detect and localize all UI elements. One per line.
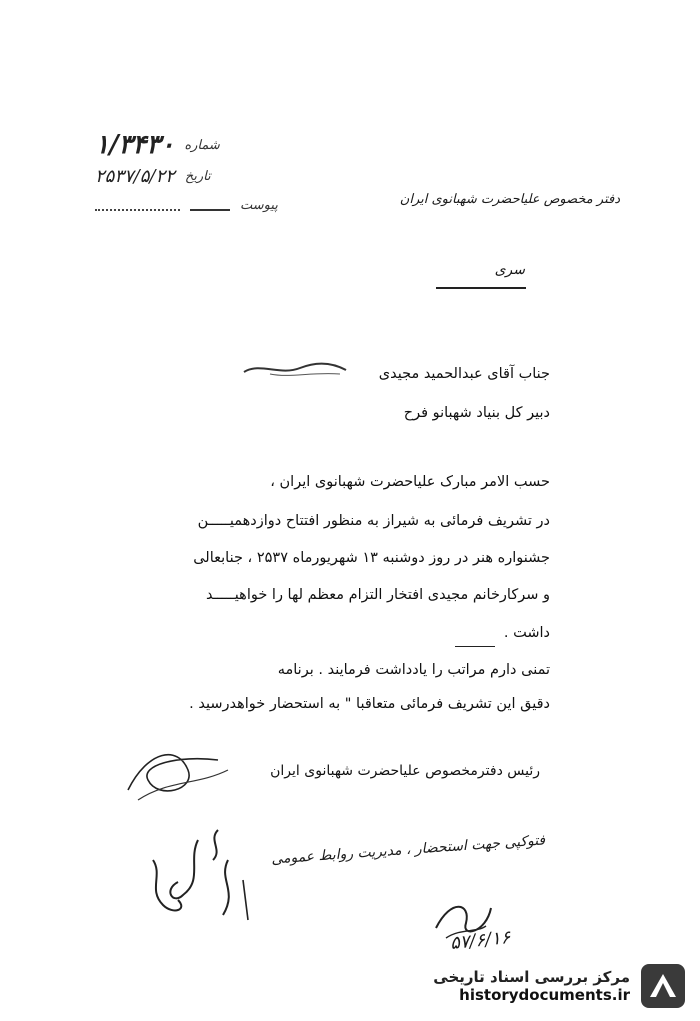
watermark-url: historydocuments.ir [459,986,630,1004]
handwritten-date: ۵۷/۶/۱۶ [448,926,511,955]
margin-handwriting [148,820,258,930]
body-line-1: حسب الامر مبارک علیاحضرت شهبانوی ایران ، [270,474,550,490]
enclosure-dash [190,201,230,211]
classification-mark: سری [494,262,525,278]
archive-watermark [433,961,688,1011]
letter-date-label: تاریخ [184,169,211,184]
letter-number: ۱/۳۴۳۰ [95,130,175,160]
closing-line-1: تمنی دارم مراتب را یادداشت فرمایند . برنامه [277,662,550,678]
enclosure-dotted-line [95,201,180,211]
closing-line-2: دقیق این تشریف فرمائی متعاقبا " به استحضار خواهدرسید . [189,696,550,712]
handwritten-note: فتوکپی جهت استحضار ، مدیریت روابط عمومی [270,832,546,868]
addressee-line-1: جناب آقای عبدالحمید مجیدی [378,366,550,382]
letter-number-label: شماره [184,137,220,153]
signature-scribble [118,740,238,810]
signature-title: رئیس دفترمخصوص علیاحضرت شهبانوی ایران [270,763,540,779]
letter-date: ۲۵۳۷/۵/۲۲ [95,166,175,187]
body-underline [455,646,495,647]
letter-number-row [95,130,220,160]
classification-underline [436,287,526,289]
body-line-4: و سرکارخانم مجیدی افتخار التزام معظم لها را خواهیـــــد [205,587,550,603]
body-line-2: در تشریف فرمائی به شیراز به منظور افتتاح دوازدهمیـــــن [197,513,550,529]
addressee-line-2: دبیر کل بنیاد شهبانو فرح [403,405,550,421]
watermark-title: مرکز بررسی اسناد تاریخی [433,968,630,986]
addressee-scribble [240,358,350,382]
archive-logo-icon [638,961,688,1011]
office-heading: دفتر مخصوص علیاحضرت شهبانوی ایران [399,192,620,207]
letter-date-row [95,166,211,187]
letter-enclosure-row [95,198,278,213]
body-line-5: داشت . [503,625,550,641]
letter-enclosure-label: پیوست [240,198,278,213]
body-line-3: جشنواره هنر در روز دوشنبه ۱۳ شهریورماه ۲۵۳۷ ، جنابعالی [193,550,550,566]
